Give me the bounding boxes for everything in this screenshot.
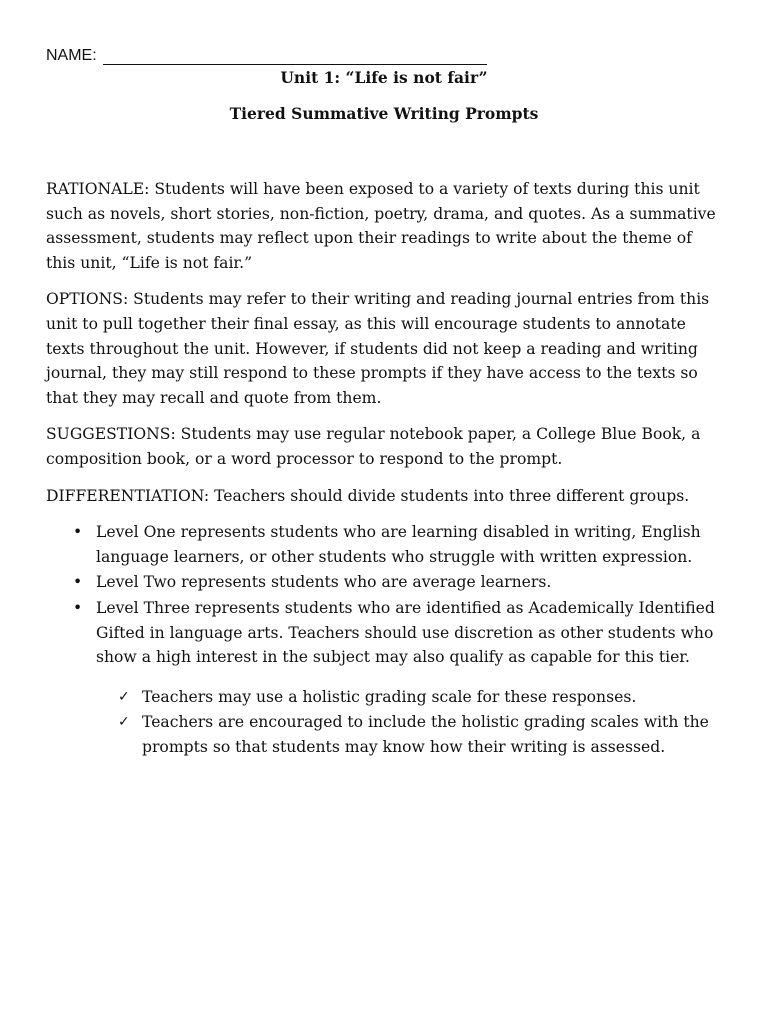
rationale-paragraph: RATIONALE: Students will have been exposed to a variety of texts during this unit such as novels, short stories, non-fiction, poetry, drama, and quotes. As a summative assessment, students may reflect upon their readings to write about the theme of this unit, “Life is not fair.” — [46, 180, 716, 272]
unit-title: Unit 1: “Life is not fair” — [280, 68, 488, 87]
note-include-scales: Teachers are encouraged to include the holistic grading scales with the prompts so that students may know how their writing is assessed. — [142, 713, 709, 756]
list-item — [73, 570, 726, 595]
name-blank-line — [103, 49, 487, 65]
checkmark-icon: ✓ — [118, 714, 130, 731]
document-body — [46, 177, 726, 760]
level-three-text: Level Three represents students who are identified as Academically Identified Gifted in language arts. Teachers should use discretion as other students who show a high interest in the subject may also qualify as capable for this tier. — [96, 598, 715, 667]
list-item — [73, 520, 726, 569]
document-subtitle: Tiered Summative Writing Prompts — [229, 104, 539, 123]
name-label: NAME: — [46, 47, 97, 64]
name-field — [46, 47, 487, 65]
list-item — [73, 596, 726, 670]
options-paragraph: OPTIONS: Students may refer to their writing and reading journal entries from this unit to pull together their final essay, as this will encourage students to annotate texts throughout the unit. However, if students did not keep a reading and writing journal, they may still respond to these prompts if they have access to the texts so that they may recall and quote from them. — [46, 290, 710, 407]
list-item — [118, 710, 726, 759]
bullet-icon: • — [73, 523, 83, 542]
levels-list — [46, 520, 726, 670]
suggestions-paragraph: SUGGESTIONS: Students may use regular notebook paper, a College Blue Book, a composition book, or a word processor to respond to the prompt. — [46, 425, 701, 468]
differentiation-paragraph: DIFFERENTIATION: Teachers should divide students into three different groups. — [46, 486, 690, 505]
bullet-icon: • — [73, 573, 83, 592]
level-one-text: Level One represents students who are learning disabled in writing, English language learners, or other students who struggle with written expression. — [96, 523, 701, 566]
list-item — [118, 685, 726, 710]
bullet-icon: • — [73, 598, 83, 617]
note-grading-scale: Teachers may use a holistic grading scale for these responses. — [142, 687, 637, 706]
level-two-text: Level Two represents students who are average learners. — [96, 573, 552, 592]
checkmark-icon: ✓ — [118, 688, 130, 705]
teacher-notes-list — [46, 685, 726, 760]
